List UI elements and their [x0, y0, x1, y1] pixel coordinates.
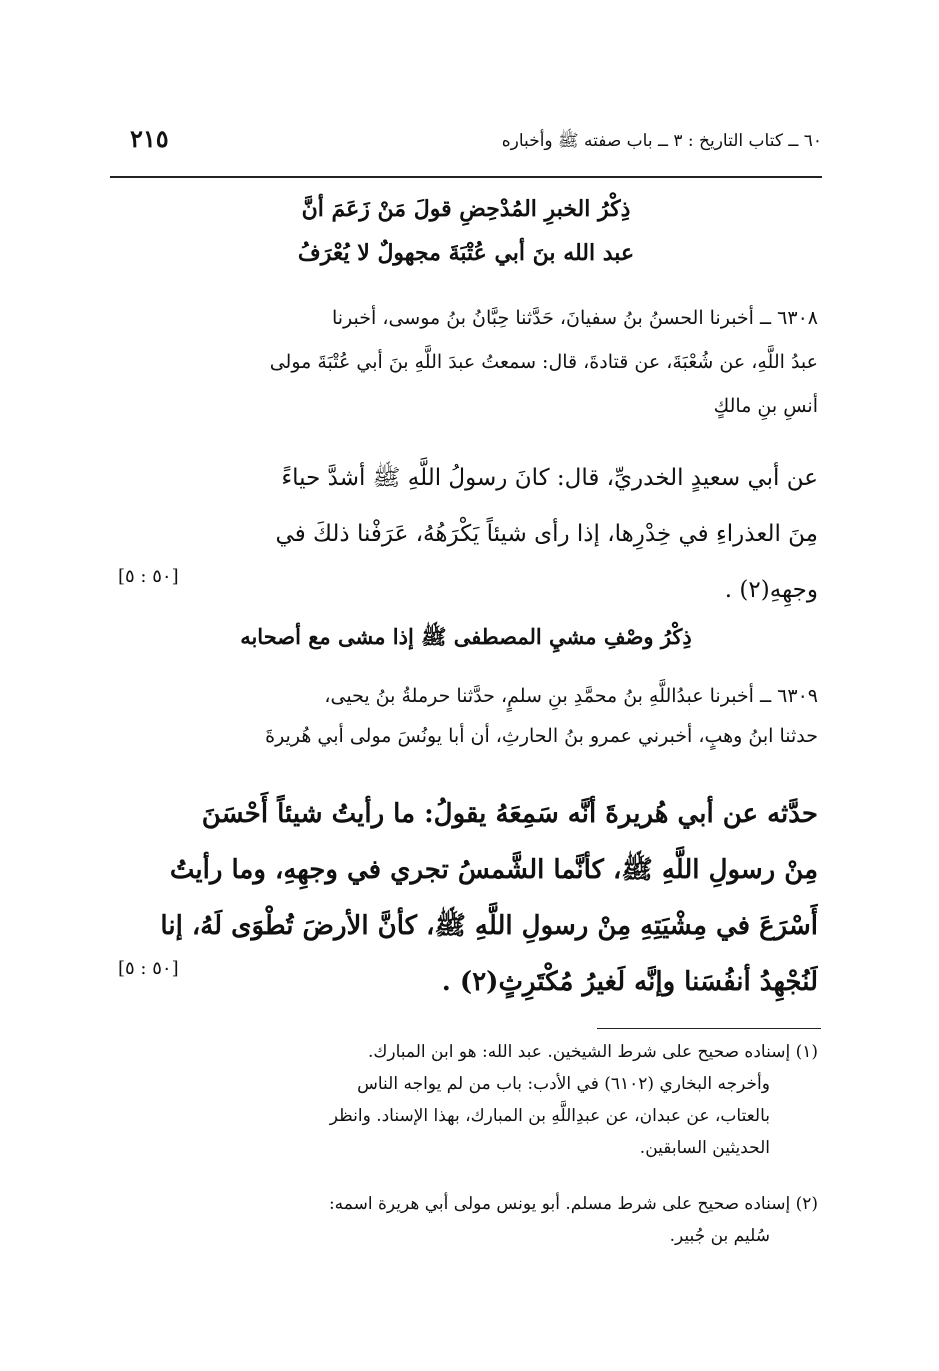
footnote-1: [118, 1036, 818, 1164]
footnote-text: إسناده صحيح على شرط مسلم. أبو يونس مولى أبي هريرة اسمه:: [328, 1194, 791, 1214]
matn-line: وجهِهِ(٢) .: [724, 577, 818, 603]
footnote-separator: [597, 1028, 821, 1029]
footnote-line: الحديثين السابقين.: [639, 1138, 770, 1158]
hadith-6309-isnad: [118, 676, 818, 756]
isnad-line: ٦٣٠٩ ــ أخبرنا عبدُاللَّهِ بنُ محمَّدِ بنِ سلمٍ، حدَّثنا حرملةُ بنُ يحيى،: [324, 685, 818, 707]
matn-line: مِنْ رسولِ اللَّهِ ﷺ، كأنَّما الشَّمسُ تجري في وجهِهِ، وما رأيتُ: [169, 855, 818, 885]
section-heading-2: ذِكْرُ وصْفِ مشيِ المصطفى ﷺ إذا مشى مع أصحابه: [240, 624, 692, 649]
matn-line: لَنُجْهِدُ أنفُسَنا وإنَّه لَغيرُ مُكْتَرِثٍ(٢) .: [441, 967, 818, 997]
header-rule: [110, 176, 822, 178]
matn-line: عن أبي سعيدٍ الخدريِّ، قال: كانَ رسولُ اللَّهِ ﷺ أشدَّ حياءً: [281, 465, 818, 491]
footnote-line: وأخرجه البخاري (٦١٠٢) في الأدب: باب من لم يواجه الناس: [357, 1074, 770, 1094]
hadith-6309-reference: [٥٠ : ٥]: [118, 958, 179, 979]
hadith-6308-reference: [٥٠ : ٥]: [118, 566, 179, 587]
footnote-line: [118, 1188, 818, 1220]
footnote-line: [118, 1036, 818, 1068]
isnad-line: أنسِ بنِ مالكٍ: [713, 395, 818, 417]
matn-line: مِنَ العذراءِ في خِدْرِها، إذا رأى شيئاً يَكْرَهُهُ، عَرَفْنا ذلكَ في: [275, 521, 818, 547]
footnote-marker: (٢): [795, 1194, 818, 1214]
hadith-6308-isnad: [118, 296, 818, 428]
isnad-line: ٦٣٠٨ ــ أخبرنا الحسنُ بنُ سفيانَ، حَدَّثنا حِبَّانُ بنُ موسى، أخبرنا: [331, 307, 818, 329]
footnote-line: بالعتاب، عن عبدان، عن عبدِاللَّهِ بن المبارك، بهذا الإسناد. وانظر: [329, 1106, 770, 1126]
running-title: ٦٠ ــ كتاب التاريخ : ٣ ــ باب صفته ﷺ وأخباره: [501, 131, 822, 151]
footnote-line: سُليم بن جُبير.: [669, 1226, 770, 1246]
isnad-line: عبدُ اللَّهِ، عن شُعْبَةَ، عن قتادةَ، قال: سمعتُ عبدَ اللَّهِ بنَ أبي عُتْبَةَ مولى: [269, 351, 818, 373]
section-heading-line-1: ذِكْرُ الخبرِ المُدْحِضِ قولَ مَنْ زَعَمَ أنَّ: [301, 196, 631, 222]
page-number: ٢١٥: [130, 124, 169, 153]
matn-line: حدَّثه عن أبي هُريرةَ أنَّه سَمِعَهُ يقولُ: ما رأيتُ شيئاً أَحْسَنَ: [201, 799, 818, 829]
footnote-marker: (١): [795, 1042, 818, 1062]
footnote-text: إسناده صحيح على شرط الشيخين. عبد الله: هو ابن المبارك.: [367, 1042, 791, 1062]
isnad-line: حدثنا ابنُ وهبٍ، أخبرني عمرو بنُ الحارثِ، أن أبا يونُسَ مولى أبي هُريرةَ: [265, 725, 818, 747]
hadith-6308-matn: [118, 450, 818, 618]
matn-line: أَسْرَعَ في مِشْيَتِهِ مِنْ رسولِ اللَّهِ ﷺ، كأنَّ الأرضَ تُطْوَى لَهُ، إنا: [160, 911, 818, 941]
hadith-6309-matn: [118, 786, 818, 1010]
running-header: [110, 124, 822, 170]
section-heading-line-2: عبد الله بنَ أبي عُتْبَةَ مجهولٌ لا يُعْرَفُ: [297, 240, 635, 266]
footnote-2: [118, 1188, 818, 1252]
